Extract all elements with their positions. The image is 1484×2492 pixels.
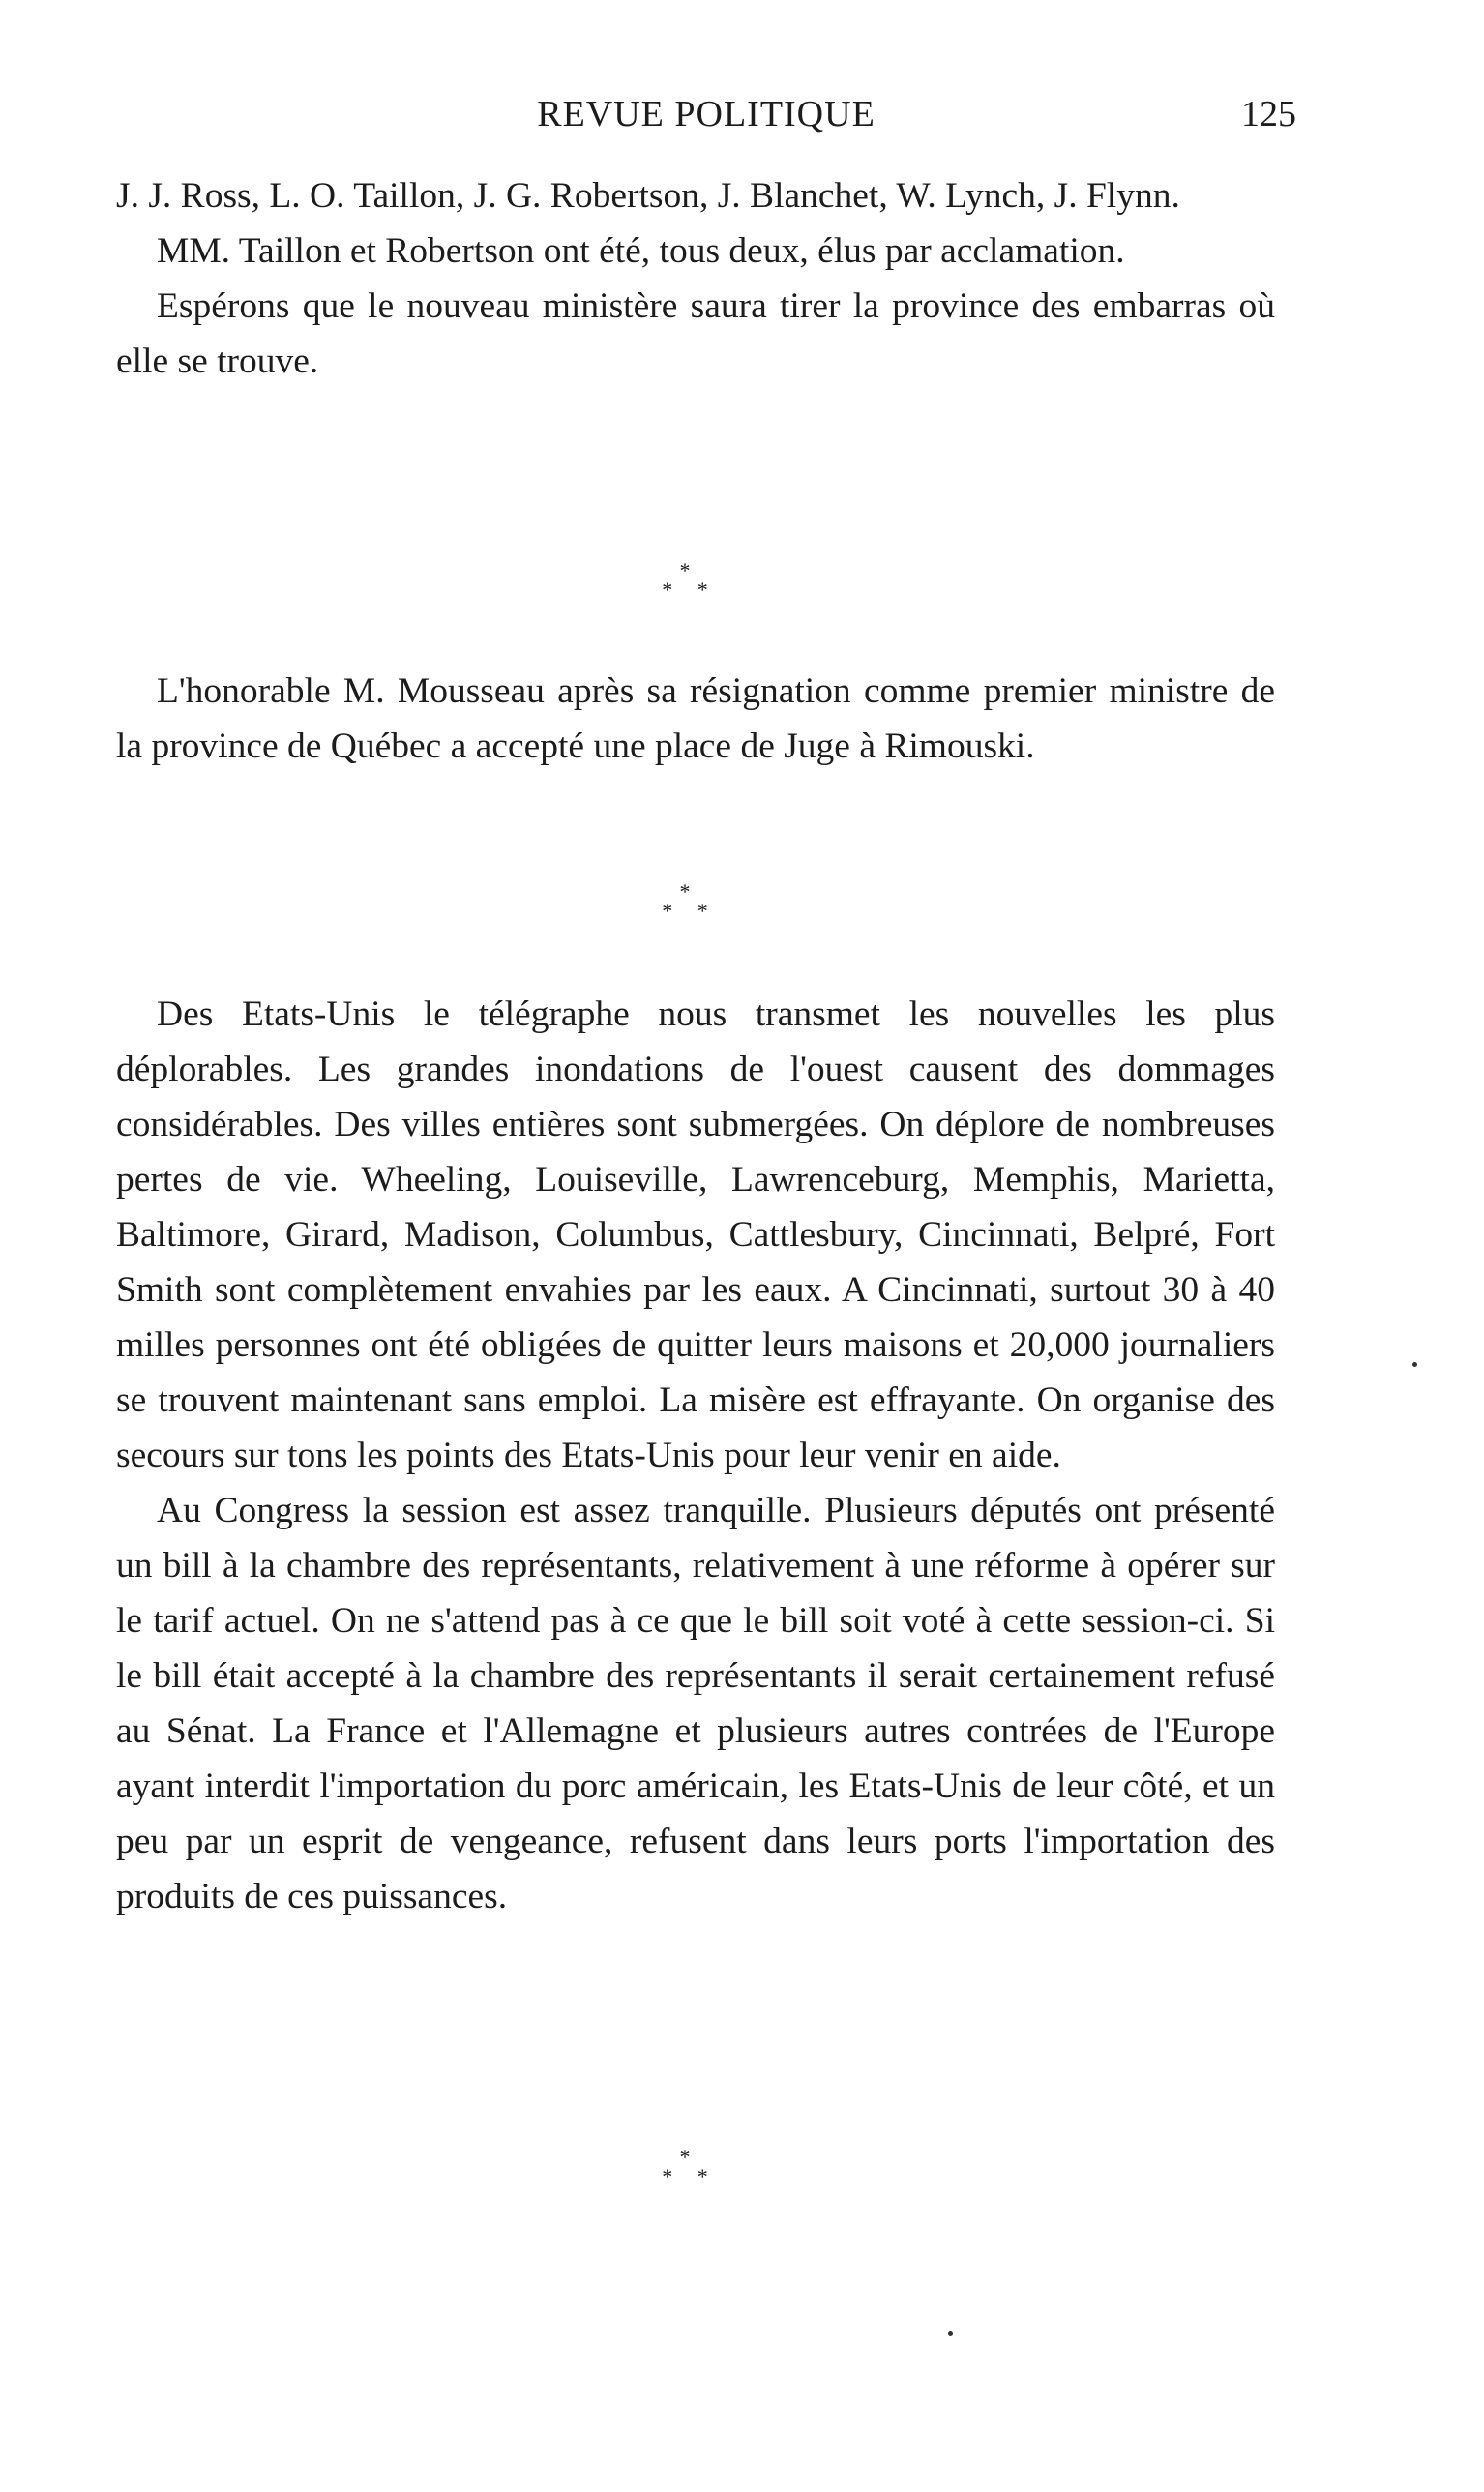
print-speck (948, 2331, 953, 2336)
running-title: REVUE POLITIQUE (537, 94, 876, 134)
paragraph-acclamation: MM. Taillon et Robertson ont été, tous deux, élus par acclamation. (157, 231, 1125, 271)
paragraph-ministers-list: J. J. Ross, L. O. Taillon, J. G. Robertson, J. Blanchet, W. Lynch, J. Flynn. (116, 176, 1180, 216)
asterism-separator-2 (646, 879, 724, 931)
paragraph-mousseau: L'honorable M. Mousseau après sa résignation comme premier ministre de la province de Québec a accepté une place de Juge à Rimouski. (116, 671, 1275, 766)
text-block-united-states (116, 987, 1275, 1924)
asterism-stars-bottom: * * (662, 578, 718, 602)
asterism-star-top: * (679, 879, 691, 904)
print-speck (1412, 1362, 1417, 1367)
asterism-stars-bottom: * * (662, 899, 718, 923)
paragraph-hope: Espérons que le nouveau ministère saura tirer la province des embarras où elle se trouve. (116, 286, 1275, 381)
text-block-election (116, 168, 1275, 389)
asterism-separator-3 (646, 2145, 724, 2196)
running-head (116, 89, 1296, 147)
asterism-star-top: * (679, 2145, 691, 2169)
asterism-stars-bottom: * * (662, 2164, 718, 2188)
paragraph-congress: Au Congress la session est assez tranquille. Plusieurs députés ont présenté un bill à la chambre des représentants, relativement à une réforme à opérer sur le tarif actuel. On ne s'attend pas à ce que le bill soit voté à cette session-ci. Si le bill était accepté à la chambre des représentants il serait certainement refusé au Sénat. La France et l'Allemagne et plusieurs autres contrées de l'Europe ayant interdit l'importation du porc américain, les Etats-Unis de leur côté, et un peu par un esprit de vengeance, refusent dans leurs ports l'importation des produits de ces puissances. (116, 1491, 1275, 1916)
paragraph-floods: Des Etats-Unis le télégraphe nous transmet les nouvelles les plus déplorables. Les grandes inondations de l'ouest causent des dommages considérables. Des villes entières sont submergées. On déplore de nombreuses pertes de vie. Wheeling, Louiseville, Lawrenceburg, Memphis, Marietta, Baltimore, Girard, Madison, Columbus, Cattlesbury, Cincinnati, Belpré, Fort Smith sont complètement envahies par les eaux. A Cincinnati, surtout 30 à 40 milles personnes ont été obligées de quitter leurs maisons et 20,000 journaliers se trouvent maintenant sans emploi. La misère est effrayante. On organise des secours sur tons les points des Etats-Unis pour leur venir en aide. (116, 994, 1275, 1475)
page-number: 125 (1241, 94, 1296, 134)
text-block-mousseau (116, 664, 1275, 774)
asterism-star-top: * (679, 558, 691, 582)
asterism-separator-1 (646, 558, 724, 609)
